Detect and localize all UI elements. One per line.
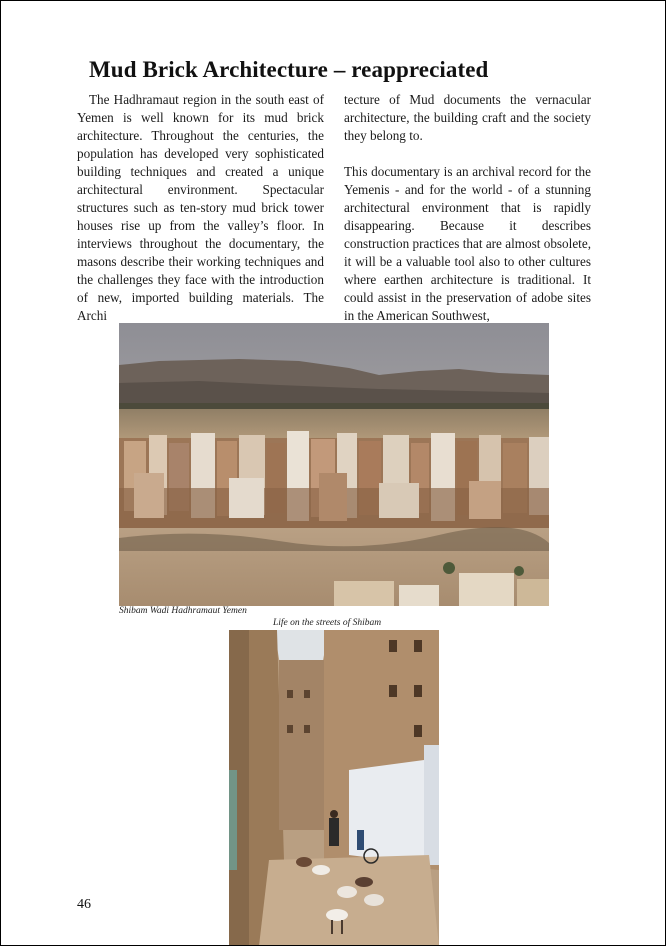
page-number: 46 [77, 897, 91, 912]
paragraph: The Hadhramaut region in the south east of Yemen is well known for its mud brick architecture. Throughout the centuries, the population has developed very sophisticated building techniques and created a unique architectural environment. Spectacular structures such as ten-story mud brick tower houses rise up from the valley’s floor. In interviews throughout the documentary, the masons describe their working techniques and the challenges they face with the introduction of new, imported building materials. The Archi [77, 92, 324, 323]
figure-caption: Shibam Wadi Hadhramaut Yemen [119, 606, 247, 616]
article-title: Mud Brick Architecture – reappreciated [89, 57, 489, 82]
text-column-left [77, 91, 324, 325]
shibam-street-photo [229, 630, 439, 946]
text-column-right [344, 91, 591, 325]
figure-caption: Life on the streets of Shibam [273, 618, 382, 628]
paragraph: This documentary is an archival record for the Yemenis - and for the world - of a stunning architectural environment that is rapidly disappearing. Because it describes construction practices that are almost obsolete, it will be a valuable tool also to other cultures where earthen architecture is traditional. It could assist in the preservation of adobe sites in the American Southwest, [344, 164, 591, 323]
shibam-panorama-photo [119, 323, 549, 606]
paragraph: tecture of Mud documents the vernacular architecture, the building craft and the society they belong to. [344, 92, 591, 143]
